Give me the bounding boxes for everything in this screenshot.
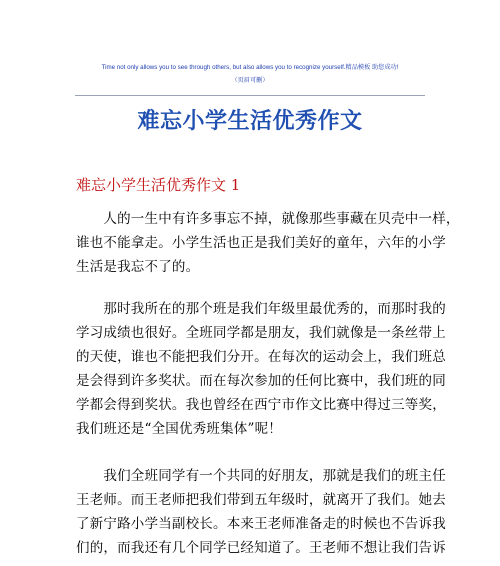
paragraph-line: 人的一生中有许多事忘不掉，就像那些事藏在贝壳中一样，: [76, 211, 460, 227]
paragraph-line: 生活是我忘不了的。: [76, 259, 200, 275]
paragraph-line: 学都会得到奖状。我也曾经在西宁市作文比赛中得过三等奖，: [76, 397, 446, 413]
paragraph-line: 是会得到许多奖状。而在每次参加的任何比赛中，我们班的同: [76, 373, 446, 389]
section-heading: 难忘小学生活优秀作文 1: [76, 176, 241, 194]
page-header-note: （页眉可删）: [231, 77, 269, 84]
paragraph-1: [76, 207, 460, 279]
paragraph-line: 了新宁路小学当副校长。本来王老师准备走的时候也不告诉我: [76, 516, 446, 532]
paragraph-line: 的天使，谁也不能把我们分开。在每次的运动会上，我们班总: [76, 349, 446, 365]
page-header-quote: Time not only allows you to see through others, but also allows you to recognize yourself.精品模板 助您成功!: [101, 64, 399, 71]
paragraph-2: [76, 297, 446, 441]
paragraph-line: 谁也不能拿走。小学生活也正是我们美好的童年，六年的小学: [76, 235, 446, 251]
header-divider: [75, 95, 425, 96]
paragraph-line: 王老师。而王老师把我们带到五年级时，就离开了我们。她去: [76, 492, 446, 508]
paragraph-line: 学习成绩也很好。全班同学都是朋友，我们就像是一条丝带上: [76, 325, 446, 341]
document-title: 难忘小学生活优秀作文: [137, 109, 363, 134]
paragraph-line: 那时我所在的那个班是我们年级里最优秀的，而那时我的: [76, 301, 446, 317]
paragraph-line: 我们全班同学有一个共同的好朋友，那就是我们的班主任: [76, 468, 446, 484]
paragraph-3: [76, 464, 446, 560]
paragraph-line: 我们班还是“全国优秀班集体”呢！: [76, 421, 283, 437]
paragraph-line: 们的，而我还有几个同学已经知道了。王老师不想让我们告诉: [76, 540, 446, 556]
